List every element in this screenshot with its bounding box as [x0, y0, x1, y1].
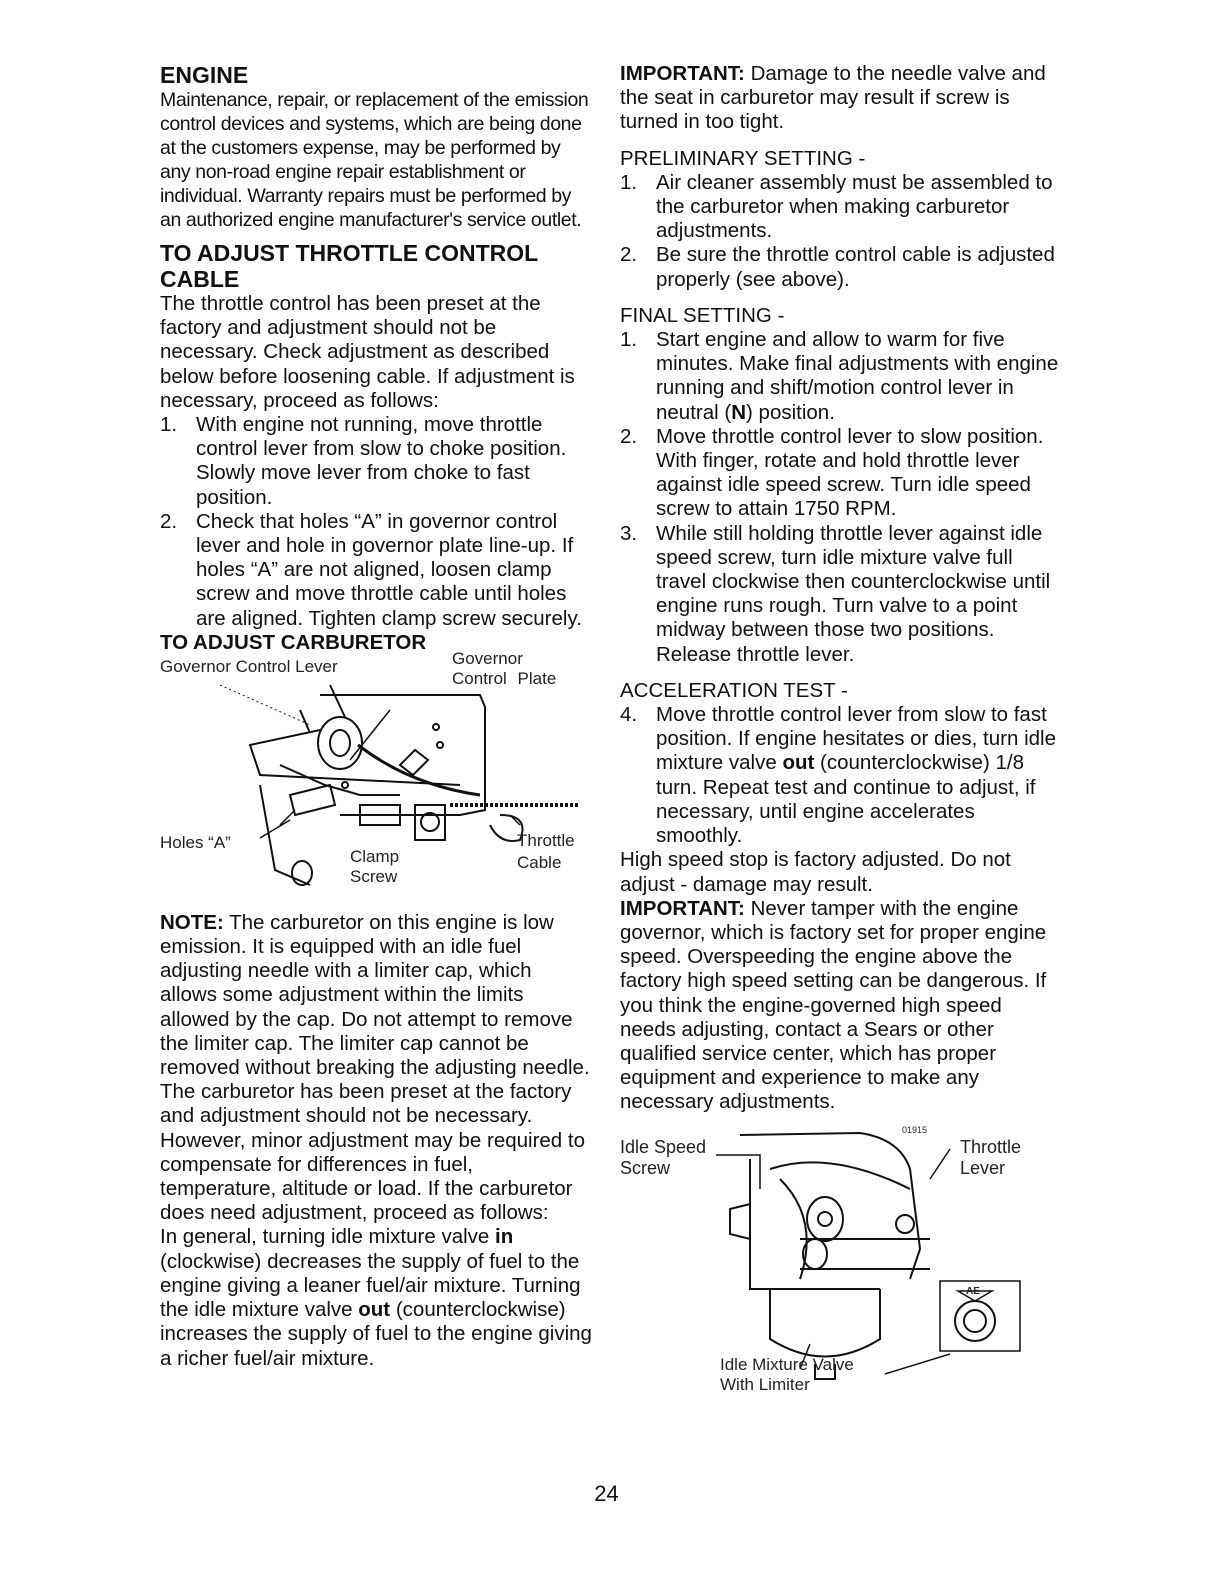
throttle-intro-paragraph: The throttle control has been preset at the factory and adjustment should not be necessary. Check adjustment as described below before loosening cable. If adjustment is necessary, proceed as follows: [160, 292, 575, 412]
list-item [620, 425, 1060, 522]
list-item [620, 171, 1060, 244]
list-item [620, 328, 1060, 425]
step-number: 1. [620, 328, 638, 352]
throttle-cable-label-1: Throttle [517, 830, 575, 850]
clamp-screw-label-1: Clamp [350, 846, 400, 866]
acceleration-heading: ACCELERATION TEST - [620, 678, 848, 702]
step-number: 2. [620, 243, 638, 267]
general-text-b: (clockwise) decreases the supply of fuel to the engine giving a leaner fuel/air mixture. Turning the idle mixture valve [160, 1249, 581, 1322]
note-label: NOTE: [160, 910, 224, 934]
final-heading: FINAL SETTING - [620, 303, 785, 327]
step-number: 4. [620, 703, 638, 727]
throttle-cable-heading: TO ADJUST THROTTLE CONTROL CABLE [160, 240, 538, 292]
accel-out: out [782, 751, 815, 775]
important-label: IMPORTANT: [620, 896, 745, 920]
important-needle-paragraph [620, 62, 1060, 135]
step-text [656, 328, 1058, 424]
final-steps-list [620, 328, 1060, 667]
step-text-b: (counterclockwise) 1/8 turn. Repeat test and continue to adjust, if necessary, until engine accelerates smoothly. [656, 751, 1036, 848]
important-text: Never tamper with the engine governor, which is factory set for proper engine speed. Overspeeding the engine above the factory high speed setting can be dangerous. If you think the engine-governed high speed needs adjusting, contact a Sears or other qualified service center, which has proper equipment and experience to make any necessary adjustments. [620, 896, 1047, 1114]
preliminary-steps-list [620, 171, 1060, 292]
acceleration-steps-list [620, 703, 1060, 848]
left-column [160, 62, 592, 1371]
preliminary-heading: PRELIMINARY SETTING - [620, 146, 866, 170]
throttle-lever-label-1: Throttle [960, 1136, 1022, 1157]
step-text: While still holding throttle lever against idle speed screw, turn idle mixture valve full travel clockwise then counterclockwise until engine runs rough. Turn valve to a point midway between those two positions. Release throttle lever. [656, 521, 1051, 666]
note-paragraph [160, 911, 592, 1080]
general-text-a: In general, turning idle mixture valve [160, 1225, 496, 1249]
governor-plate-label-2: Control Plate [452, 668, 557, 688]
throttle-lever-label-2: Lever [960, 1157, 1006, 1178]
throttle-cable-figure [160, 648, 592, 905]
step-number: 2. [620, 424, 638, 448]
important-governor-paragraph [620, 897, 1060, 1115]
step-text-b: ) position. [746, 400, 835, 424]
important-text: Damage to the needle valve and the seat in carburetor may result if screw is turned in too tight. [620, 62, 1046, 134]
general-paragraph [160, 1225, 592, 1370]
throttle-cable-label-2: Cable [517, 852, 562, 872]
general-text-c: (counterclockwise) increases the supply of fuel to the engine giving a richer fuel/air mixture. [160, 1298, 592, 1370]
step-text: Check that holes “A” in governor control lever and hole in governor plate line-up. If holes “A” are not aligned, loosen clamp screw and move throttle cable until holes are aligned. Tighten clamp screw securely. [196, 509, 582, 630]
important-label: IMPORTANT: [620, 62, 745, 85]
right-column [620, 62, 1060, 1399]
list-item [620, 243, 1060, 291]
governor-lever-label: Governor Control Lever [160, 656, 338, 676]
idle-mixture-label-1: Idle Mixture Valve [720, 1354, 854, 1374]
step-text: Air cleaner assembly must be assembled to the carburetor when making carburetor adjustments. [656, 170, 1053, 243]
step-text-a: Move throttle control lever from slow to fast position. If engine hesitates or dies, turn idle mixture valve [656, 703, 1056, 775]
step-number: 3. [620, 521, 638, 545]
list-item [620, 703, 1060, 848]
high-speed-paragraph: High speed stop is factory adjusted. Do not adjust - damage may result. [620, 848, 1011, 896]
step-text: Be sure the throttle control cable is adjusted properly (see above). [656, 243, 1055, 291]
step-text [656, 703, 1056, 847]
engine-paragraph: Maintenance, repair, or replacement of the emission control devices and systems, which are being done at the customers expense, may be performed by any non-road engine repair establishment or individual. Warranty repairs must be performed by an authorized engine manufacturer's service outlet. [160, 89, 589, 231]
preset-paragraph: The carburetor has been preset at the factory and adjustment should not be necessary. However, minor adjustment may be required to compensate for differences in fuel, temperature, altitude or load. If the carburetor does need adjustment, proceed as follows: [160, 1080, 586, 1225]
clamp-screw-label-2: Screw [350, 866, 398, 886]
step-number: 2. [160, 509, 178, 533]
throttle-steps-list [160, 413, 592, 631]
figure-code: 01915 [902, 1124, 928, 1135]
step-text-a: Start engine and allow to warm for five minutes. Make final adjustments with engine running and shift/motion control lever in neutral ( [656, 328, 1059, 424]
idle-mixture-label-2: With Limiter [720, 1374, 810, 1394]
general-in: in [495, 1225, 514, 1249]
page-number: 24 [594, 1481, 619, 1506]
limiter-badge: AE [966, 1285, 980, 1297]
neutral-n: N [731, 400, 747, 424]
step-number: 1. [620, 170, 638, 194]
step-text: With engine not running, move throttle control lever from slow to choke position. Slowly move lever from choke to fast position. [196, 413, 567, 509]
carburetor-figure [620, 1124, 1040, 1399]
idle-speed-label-2: Screw [620, 1157, 671, 1178]
list-item [160, 413, 592, 510]
note-text: The carburetor on this engine is low emission. It is equipped with an idle fuel adjusting needle with a limiter cap, which allows some adjustment within the limits allowed by the cap. Do not attempt to remove the limiter cap. The limiter cap cannot be removed without breaking the adjusting needle. [160, 910, 590, 1080]
governor-plate-label-1: Governor [452, 648, 523, 668]
list-item [160, 510, 592, 631]
list-item [620, 522, 1060, 667]
holes-a-label: Holes “A” [160, 832, 231, 852]
general-out: out [358, 1298, 391, 1322]
engine-heading: ENGINE [160, 62, 249, 88]
idle-speed-label-1: Idle Speed [620, 1136, 707, 1157]
carburetor-heading: TO ADJUST CARBURETOR [160, 630, 427, 654]
step-number: 1. [160, 413, 178, 437]
step-text: Move throttle control lever to slow position. With finger, rotate and hold throttle lever against idle speed screw. Turn idle speed screw to attain 1750 RPM. [656, 424, 1044, 521]
